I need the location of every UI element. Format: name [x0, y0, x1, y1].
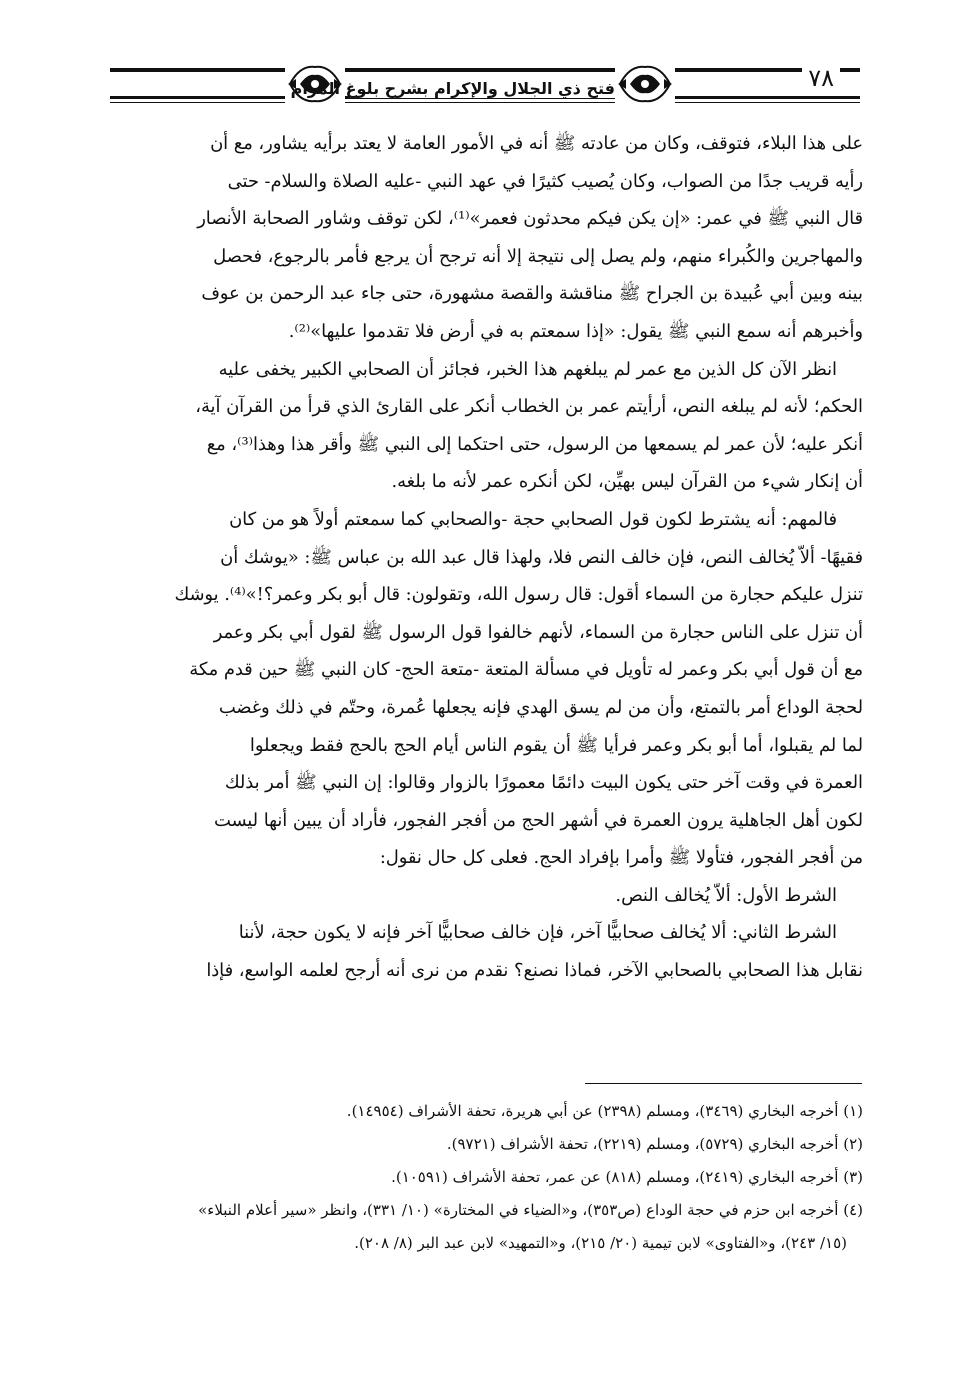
header-rule-top [110, 68, 860, 72]
footnote-2: (٢) أخرجه البخاري (٥٧٢٩)، ومسلم (٢٢١٩)، تحفة الأشراف (٩٧٢١). [446, 1135, 863, 1153]
text-line: الشرط الثاني: ألا يُخالف صحابيًّا آخر، فإن خالف صحابيًّا آخر فإنه لا يكون حجة، لأننا [238, 922, 837, 944]
text-line: انظر الآن كل الذين مع عمر لم يبلغهم هذا الخبر، فجائز أن الصحابي الكبير يخفى عليه [218, 358, 837, 380]
text-line: فقيهًا- ألاّ يُخالف النص، فإن خالف النص فلا، ولهذا قال عبد الله بن عباس ﷺ: «يوشك أن [220, 546, 863, 568]
footnote-4: (٤) أخرجه ابن حزم في حجة الوداع (ص٣٥٣)، و«الضياء في المختارة» (١٠/ ٣٣١)، وانظر «سير أعلام النبلاء» [198, 1201, 863, 1219]
text-line: أن إنكار شيء من القرآن ليس بهيِّن، لكن أنكره عمر لأنه ما بلغه. [391, 471, 863, 493]
footnote-4-continued: (١٥/ ٢٤٣)، و«الفتاوى» لابن تيمية (٢٠/ ٢١٥)، و«التمهيد» لابن عبد البر (٨/ ٢٠٨). [354, 1234, 847, 1252]
text-line: الحكم؛ لأنه لم يبلغه النص، أرأيتم عمر بن الخطاب أنكر على القارئ الذي قرأ من القرآن آية، [195, 396, 863, 418]
header-ornament-icon [615, 60, 675, 108]
main-text [108, 125, 863, 990]
text-line: على هذا البلاء، فتوقف، وكان من عادته ﷺ أنه في الأمور العامة لا يعتد برأيه يشاور، مع أن [210, 133, 863, 154]
text-line: أنكر عليه؛ لأن عمر لم يسمعها من الرسول، حتى احتكما إلى النبي ﷺ وأقر هذا وهذا⁽³⁾، مع [206, 433, 863, 455]
text-line: الشرط الأول: ألاّ يُخالف النص. [615, 884, 837, 906]
text-line: من أفجر الفجور، فتأولا ﷺ وأمرا بإفراد الحج. فعلى كل حال نقول: [379, 847, 863, 869]
footnote-divider [585, 1083, 862, 1084]
text-line: قال النبي ﷺ في عمر: «إن يكن فيكم محدثون فعمر»⁽¹⁾، لكن توقف وشاور الصحابة الأنصار [197, 208, 863, 230]
footnotes [108, 1095, 863, 1260]
text-line: لحجة الوداع أمر بالتمتع، وأن من لم يسق الهدي فإنه يجعلها عُمرة، وحتّم في ذلك وغضب [218, 696, 863, 718]
header-rule-thin [110, 102, 860, 103]
text-line: لما لم يقبلوا، أما أبو بكر وعمر فرأيا ﷺ أن يقوم الناس أيام الحج بالحج فقط ويجعلوا [249, 734, 863, 756]
text-line: والمهاجرين والكُبراء منهم، ولم يصل إلى نتيجة إلا أنه ترجح أن يرجع فأمر بالرجوع، فحصل [213, 245, 863, 267]
footnote-3: (٣) أخرجه البخاري (٢٤١٩)، ومسلم (٨١٨) عن عمر، تحفة الأشراف (١٠٥٩١). [391, 1168, 863, 1186]
text-line: نقابل هذا الصحابي بالصحابي الآخر، فماذا نصنع؟ نقدم من نرى أنه أرجح لعلمه الواسع، فإذا [206, 960, 863, 982]
footnote-1: (١) أخرجه البخاري (٣٤٦٩)، ومسلم (٢٣٩٨) عن أبي هريرة، تحفة الأشراف (١٤٩٥٤). [346, 1102, 863, 1120]
page-header [110, 52, 860, 132]
text-line: فالمهم: أنه يشترط لكون قول الصحابي حجة -والصحابي كما سمعتم أولاً هو من كان [229, 508, 837, 530]
text-line: رأيه قريب جدًا من الصواب، وكان يُصيب كثيرًا في عهد النبي -عليه الصلاة والسلام- حتى [227, 170, 863, 192]
running-title: فتح ذي الجلال والإكرام بشرح بلوغ المرام [290, 79, 615, 98]
text-line: أن تنزل على الناس حجارة من السماء، لأنهم خالفوا قول الرسول ﷺ لقول أبي بكر وعمر [213, 621, 863, 643]
text-line: مع أن قول أبي بكر وعمر له تأويل في مسألة المتعة -متعة الحج- كان النبي ﷺ حين قدم مكة [189, 659, 863, 681]
text-line: بينه وبين أبي عُبيدة بن الجراح ﷺ مناقشة والقصة مشهورة، حتى جاء عبد الرحمن بن عوف [201, 283, 863, 305]
text-line: وأخبرهم أنه سمع النبي ﷺ يقول: «إذا سمعتم به في أرض فلا تقدموا عليها»⁽²⁾. [288, 320, 863, 342]
text-line: العمرة في وقت آخر حتى يكون البيت دائمًا معمورًا بالزوار وقالوا: إن النبي ﷺ أمر بذلك [224, 772, 863, 794]
page-number: ٧٨ [802, 64, 840, 92]
text-line: لكون أهل الجاهلية يرون العمرة في أشهر الحج من أفجر الفجور، فأراد أن يبين أنها ليست [213, 809, 863, 831]
text-line: تنزل عليكم حجارة من السماء أقول: قال رسول الله، وتقولون: قال أبو بكر وعمر؟!»⁽⁴⁾. يوشك [174, 584, 863, 606]
